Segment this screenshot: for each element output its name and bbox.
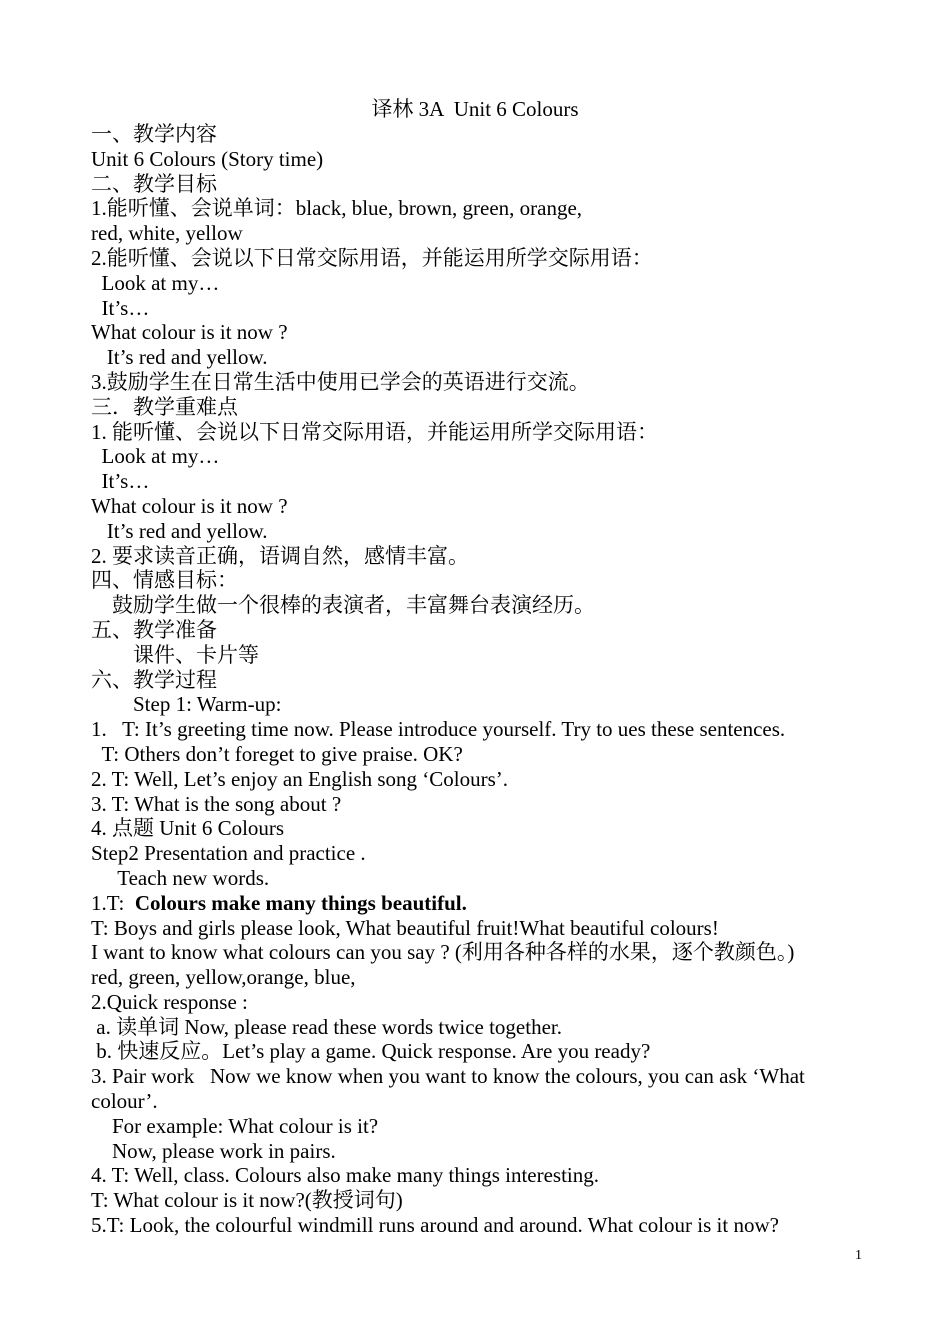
text-line: Look at my…	[91, 270, 220, 295]
text-line: I want to know what colours can you say ? (利用各种各样的水果，逐个教颜色。)	[91, 940, 795, 965]
text-line: 2.Quick response :	[91, 989, 248, 1014]
text-line: b. 快速反应。Let’s play a game. Quick response. Are you ready?	[91, 1039, 651, 1064]
text-line: 鼓励学生做一个很棒的表演者，丰富舞台表演经历。	[91, 593, 595, 618]
text-line: 2. T: Well, Let’s enjoy an English song ‘Colours’.	[91, 766, 509, 791]
text-line: 4. 点题 Unit 6 Colours	[91, 816, 285, 841]
section-heading-emotional-goals: 四、情感目标：	[91, 568, 238, 593]
text-line: Step2 Presentation and practice .	[91, 841, 366, 866]
document-title: 译林 3A Unit 6 Colours	[371, 97, 579, 121]
bold-phrase: Colours make many things beautiful.	[134, 890, 467, 915]
text-line: It’s red and yellow.	[91, 518, 268, 543]
text-line: a. 读单词 Now, please read these words twice together.	[91, 1014, 562, 1039]
text-line-with-bold	[91, 891, 871, 916]
text-line: Look at my…	[91, 444, 220, 469]
text-line: It’s…	[91, 469, 150, 494]
section-heading-process: 六、教学过程	[91, 667, 217, 692]
text-line: For example: What colour is it?	[91, 1113, 379, 1138]
text-line: What colour is it now ?	[91, 320, 288, 345]
section-heading-objectives: 二、教学目标	[91, 171, 217, 196]
text-line: Step 1: Warm-up:	[91, 692, 282, 717]
text-line: T: Boys and girls please look, What beautiful fruit!What beautiful colours!	[91, 915, 719, 940]
text-line: 1.能听懂、会说单词：black, blue, brown, green, orange,	[91, 196, 583, 221]
text-line: T: What colour is it now?(教授词句)	[91, 1188, 403, 1213]
section-heading-preparation: 五、教学准备	[91, 617, 217, 642]
text-line: 4. T: Well, class. Colours also make many things interesting.	[91, 1163, 600, 1188]
text-line: Now, please work in pairs.	[91, 1138, 336, 1163]
section-heading-key-points: 三．教学重难点	[91, 394, 238, 419]
text-line: 课件、卡片等	[91, 642, 259, 667]
line-prefix: 1.T:	[91, 890, 135, 915]
text-line: 3. T: What is the song about ?	[91, 791, 342, 816]
text-line: It’s…	[91, 295, 150, 320]
page-number: 1	[855, 1248, 862, 1263]
text-line: 5.T: Look, the colourful windmill runs around and around. What colour is it now?	[91, 1213, 779, 1238]
text-line: It’s red and yellow.	[91, 345, 268, 370]
text-line: Unit 6 Colours (Story time)	[91, 146, 324, 171]
text-line: red, white, yellow	[91, 221, 243, 246]
document-body	[91, 122, 871, 1238]
text-line: 2. 要求读音正确，语调自然，感情丰富。	[91, 543, 469, 568]
text-line: 1. T: It’s greeting time now. Please introduce yourself. Try to ues these sentences.	[91, 717, 786, 742]
text-line: What colour is it now ?	[91, 493, 288, 518]
text-line: 3.鼓励学生在日常生活中使用已学会的英语进行交流。	[91, 369, 590, 394]
section-heading-content: 一、教学内容	[91, 122, 217, 146]
text-line: 2.能听懂、会说以下日常交际用语，并能运用所学交际用语：	[91, 245, 653, 270]
text-line: 1. 能听懂、会说以下日常交际用语，并能运用所学交际用语：	[91, 419, 658, 444]
text-line: 3. Pair work Now we know when you want to know the colours, you can ask ‘What colour’.	[91, 1064, 811, 1114]
text-line: T: Others don’t foreget to give praise. OK?	[91, 741, 463, 766]
text-line: Teach new words.	[91, 865, 270, 890]
text-line: red, green, yellow,orange, blue,	[91, 965, 356, 990]
